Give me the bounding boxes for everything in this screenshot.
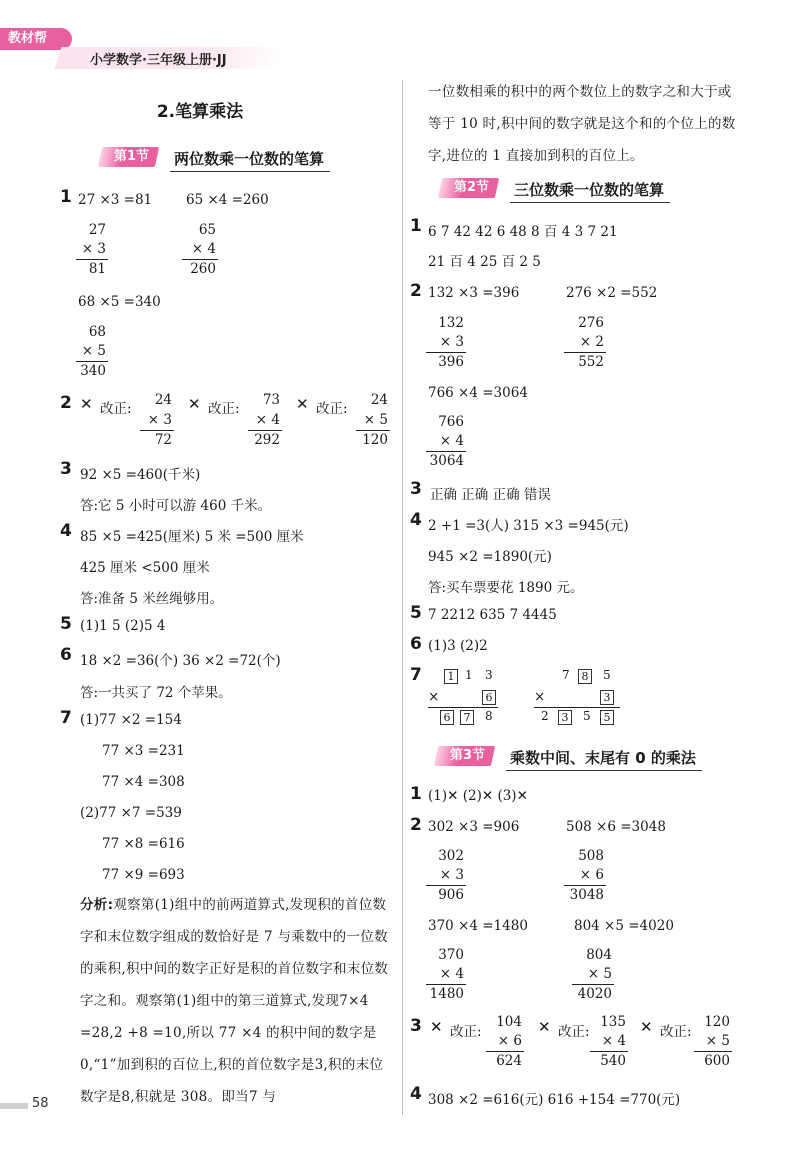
- digit-box: 7: [460, 710, 474, 725]
- analysis-label: 分析:: [80, 897, 114, 913]
- correction-label: 改正:: [100, 401, 132, 417]
- equation: 508 ×6 =3048: [566, 819, 666, 835]
- vertical-top: 65: [198, 222, 216, 238]
- vertical-multiplier: × 5: [81, 343, 106, 359]
- vertical-rule: [564, 885, 606, 886]
- equation: 18 ×2 =36(个) 36 ×2 =72(个): [80, 653, 281, 669]
- vertical-top: 370: [438, 947, 464, 963]
- times-sign: ×: [534, 689, 546, 705]
- digit: 5: [583, 709, 591, 723]
- digit-box: 1: [444, 669, 458, 684]
- brand-tag: 教材帮: [0, 28, 72, 50]
- section-badge-3: 第3节: [434, 746, 495, 766]
- digit-box: 8: [578, 669, 592, 684]
- vertical-result: 72: [154, 432, 172, 448]
- question-number: 7: [60, 708, 72, 728]
- question-number: 2: [410, 281, 422, 301]
- section-title-3: 乘数中间、末尾有 0 的乘法: [506, 747, 702, 771]
- wrong-mark: ✕: [640, 1018, 653, 1036]
- vertical-rule: [140, 430, 174, 431]
- vertical-rule: [356, 430, 390, 431]
- vertical-rule: [428, 707, 498, 708]
- digit: 5: [603, 668, 611, 682]
- vertical-multiplier: × 5: [587, 966, 612, 982]
- vertical-result: 600: [704, 1053, 730, 1069]
- wrong-mark: ✕: [538, 1018, 551, 1036]
- question-number: 1: [410, 784, 422, 804]
- vertical-result: 260: [190, 261, 216, 277]
- vertical-multiplier: × 4: [439, 433, 464, 449]
- digit: 1: [465, 668, 473, 682]
- correction-label: 改正:: [450, 1024, 482, 1040]
- question-number: 1: [410, 216, 422, 236]
- answer-line: 21 百 4 25 百 2 5: [428, 254, 541, 270]
- equation: 77 ×3 =231: [102, 743, 185, 759]
- answer-line: (1)✕ (2)✕ (3)✕: [428, 788, 528, 804]
- vertical-multiplier: × 6: [579, 867, 604, 883]
- equation: 276 ×2 =552: [566, 285, 658, 301]
- correction-label: 改正:: [208, 401, 240, 417]
- answer-line: (1)1 5 (2)5 4: [80, 618, 166, 634]
- vertical-multiplier: × 4: [255, 412, 280, 428]
- equation: 804 ×5 =4020: [574, 918, 674, 934]
- footer-bar: [0, 1103, 28, 1109]
- vertical-top: 68: [88, 324, 106, 340]
- equation: 132 ×3 =396: [428, 285, 520, 301]
- question-number: 3: [410, 1016, 422, 1036]
- equation: 27 ×3 =81: [78, 192, 153, 208]
- vertical-result: 81: [88, 261, 106, 277]
- vertical-result: 396: [438, 354, 464, 370]
- vertical-top: 104: [496, 1014, 522, 1030]
- answer-line: 6 7 42 42 6 48 8 百 4 3 7 21: [428, 224, 618, 240]
- vertical-result: 552: [578, 354, 604, 370]
- vertical-multiplier: × 5: [363, 412, 388, 428]
- vertical-multiplier: × 3: [147, 412, 172, 428]
- vertical-multiplier: × 3: [81, 241, 106, 257]
- equation: 370 ×4 =1480: [428, 918, 528, 934]
- vertical-multiplier: × 6: [497, 1033, 522, 1049]
- equation: 85 ×5 =425(厘米) 5 米 =500 厘米: [80, 529, 304, 545]
- comparison: 425 厘米 <500 厘米: [80, 560, 210, 576]
- vertical-multiplier: × 3: [439, 334, 464, 350]
- vertical-rule: [426, 451, 466, 452]
- book-title: 小学数学·三年级上册·JJ: [90, 53, 227, 68]
- vertical-rule: [572, 984, 614, 985]
- vertical-rule: [248, 430, 282, 431]
- chapter-title: 2.笔算乘法: [156, 102, 244, 122]
- question-number: 5: [410, 603, 422, 623]
- correction-label: 改正:: [558, 1024, 590, 1040]
- analysis-paragraph: [80, 889, 390, 1113]
- vertical-rule: [426, 352, 466, 353]
- equation: 308 ×2 =616(元) 616 +154 =770(元): [428, 1092, 681, 1108]
- wrong-mark: ✕: [296, 395, 309, 413]
- vertical-result: 4020: [577, 986, 612, 1002]
- vertical-result: 906: [438, 887, 464, 903]
- equation: 68 ×5 =340: [78, 294, 161, 310]
- vertical-result: 292: [254, 432, 280, 448]
- analysis-text: 观察第(1)组中的前两道算式,发现积的首位数字和末位数字组成的数恰好是 7 与乘数中的一位数的乘积,积中间的数字正好是积的首位数字和末位数字之和。观察第(1)组中的第三道算式,发现7×4 =28,2 +8 =10,所以 77 ×4 的积中间的数字是 0,“1”加到积的百位上,积的首位数字是3,积的末位数字是8,积就是 308。即当7 与: [80, 897, 389, 1105]
- vertical-rule: [694, 1051, 732, 1052]
- vertical-rule: [486, 1051, 524, 1052]
- vertical-rule: [426, 984, 466, 985]
- vertical-top: 73: [262, 392, 280, 408]
- vertical-result: 120: [362, 432, 388, 448]
- question-number: 6: [60, 645, 72, 665]
- vertical-multiplier: × 4: [439, 966, 464, 982]
- digit-box: 3: [600, 690, 614, 705]
- wrong-mark: ✕: [430, 1018, 443, 1036]
- equation: 2 +1 =3(人) 315 ×3 =945(元): [428, 518, 629, 534]
- vertical-result: 3064: [429, 453, 464, 469]
- answer-line: (1)3 (2)2: [428, 638, 488, 654]
- vertical-multiplier: × 2: [579, 334, 604, 350]
- correction-label: 改正:: [316, 401, 348, 417]
- digit-box: 5: [600, 710, 614, 725]
- correction-label: 改正:: [660, 1024, 692, 1040]
- question-number: 7: [410, 665, 422, 685]
- digit-box: 6: [482, 690, 496, 705]
- question-number: 2: [410, 815, 422, 835]
- vertical-result: 540: [600, 1053, 626, 1069]
- digit: 8: [485, 709, 493, 723]
- question-number: 6: [410, 634, 422, 654]
- vertical-multiplier: × 4: [191, 241, 216, 257]
- digit: 2: [541, 709, 549, 723]
- question-number: 3: [60, 459, 72, 479]
- question-number: 5: [60, 614, 72, 634]
- digit: 3: [485, 668, 493, 682]
- vertical-rule: [76, 259, 108, 260]
- vertical-rule: [182, 259, 218, 260]
- vertical-top: 24: [370, 392, 388, 408]
- vertical-multiplier: × 5: [705, 1033, 730, 1049]
- equation: 77 ×9 =693: [102, 867, 185, 883]
- digit-box: 3: [558, 710, 572, 725]
- question-number: 1: [60, 187, 72, 207]
- question-number: 4: [410, 1084, 422, 1104]
- question-number: 3: [410, 479, 422, 499]
- vertical-rule: [76, 361, 108, 362]
- equation: 945 ×2 =1890(元): [428, 549, 552, 565]
- answer-line: 7 2212 635 7 4445: [428, 607, 557, 623]
- question-number: 2: [60, 393, 72, 413]
- vertical-rule: [564, 352, 606, 353]
- equation: 302 ×3 =906: [428, 819, 520, 835]
- equation: (1)77 ×2 =154: [80, 712, 182, 728]
- wrong-mark: ✕: [188, 395, 201, 413]
- vertical-top: 276: [578, 315, 604, 331]
- vertical-top: 132: [438, 315, 464, 331]
- vertical-multiplier: × 4: [601, 1033, 626, 1049]
- section-title-1: 两位数乘一位数的笔算: [170, 148, 330, 172]
- vertical-top: 804: [586, 947, 612, 963]
- vertical-rule: [590, 1051, 628, 1052]
- column-divider: [402, 80, 403, 1115]
- vertical-result: 624: [496, 1053, 522, 1069]
- vertical-result: 1480: [429, 986, 464, 1002]
- equation: 92 ×5 =460(千米): [80, 467, 201, 483]
- vertical-top: 302: [438, 848, 464, 864]
- vertical-top: 508: [578, 848, 604, 864]
- vertical-top: 766: [438, 414, 464, 430]
- question-number: 4: [410, 510, 422, 530]
- vertical-top: 120: [704, 1014, 730, 1030]
- vertical-top: 24: [154, 392, 172, 408]
- equation: (2)77 ×7 =539: [80, 805, 182, 821]
- section-badge-2: 第2节: [438, 178, 499, 198]
- equation: 77 ×8 =616: [102, 836, 185, 852]
- question-number: 4: [60, 521, 72, 541]
- wrong-mark: ✕: [80, 395, 93, 413]
- answer: 答:它 5 小时可以游 460 千米。: [80, 498, 272, 514]
- page-number: 58: [32, 1096, 49, 1111]
- vertical-top: 27: [88, 222, 106, 238]
- vertical-multiplier: × 3: [439, 867, 464, 883]
- equation: 766 ×4 =3064: [428, 385, 528, 401]
- answer: 答:一共买了 72 个苹果。: [80, 685, 232, 701]
- section-title-2: 三位数乘一位数的笔算: [510, 179, 670, 203]
- answer-line: 正确 正确 正确 错误: [430, 487, 551, 503]
- vertical-top: 135: [600, 1014, 626, 1030]
- equation: 65 ×4 =260: [186, 192, 269, 208]
- times-sign: ×: [428, 689, 440, 705]
- equation: 77 ×4 =308: [102, 774, 185, 790]
- digit-box: 6: [440, 710, 454, 725]
- answer: 答:准备 5 米丝绳够用。: [80, 591, 224, 607]
- vertical-result: 3048: [569, 887, 604, 903]
- analysis-continuation: 一位数相乘的积中的两个数位上的数字之和大于或等于 10 时,积中间的数字就是这个和的个位上的数字,进位的 1 直接加到积的百位上。: [428, 84, 736, 164]
- section-badge-1: 第1节: [98, 147, 159, 167]
- digit: 7: [562, 668, 570, 682]
- vertical-rule: [426, 885, 466, 886]
- answer: 答:买车票要花 1890 元。: [428, 580, 584, 596]
- vertical-rule: [534, 707, 620, 708]
- vertical-result: 340: [80, 363, 106, 379]
